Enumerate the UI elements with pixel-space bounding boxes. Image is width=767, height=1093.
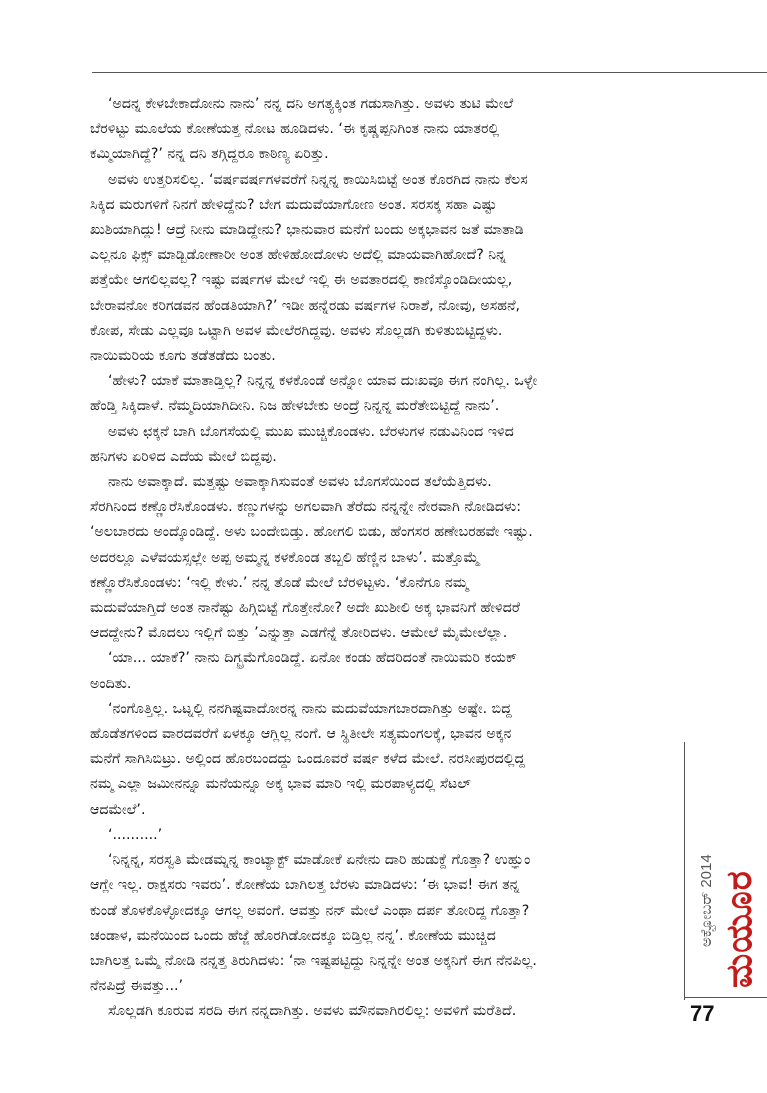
magazine-logo: ಮಯೂರ bbox=[719, 870, 760, 988]
page-number-divider bbox=[684, 997, 767, 998]
issue-date: ಅಕ್ಟೋಬರ್ 2014 bbox=[698, 854, 715, 947]
top-divider bbox=[92, 72, 767, 73]
paragraph bbox=[90, 999, 680, 1024]
paragraph bbox=[90, 470, 680, 646]
text-line: ಖುಶಿಯಾಗಿದ್ಲು! ಆದ್ರೆ ನೀನು ಮಾಡಿದ್ದೇನು? ಭಾನುವಾರ ಮನೆಗೆ ಬಂದು ಅಕ್ಕಭಾವನ ಜತೆ ಮಾತಾಡಿ bbox=[90, 222, 524, 239]
text-line: ಅಂದಿತು. bbox=[90, 675, 132, 692]
text-line: ಕಮ್ಮಿಯಾಗಿದ್ದೆ?’ ನನ್ನ ದನಿ ತಗ್ಗಿದ್ದರೂ ಕಾಠಿಣ್ಯ ಏರಿತ್ತು. bbox=[90, 146, 329, 163]
paragraph bbox=[90, 369, 680, 419]
text-line: ಬಾಗಿಲತ್ತ ಒಮ್ಮೆ ನೋಡಿ ನನ್ನತ್ತ ತಿರುಗಿದಳು: ‘ನಾ ಇಷ್ಟಪಟ್ಟಿದ್ದು ನಿನ್ನನ್ನೇ ಅಂತ ಅಕ್ಕನಿಗೆ ಈಗ ನೆನಪಿಲ್ಲ. bbox=[90, 952, 537, 969]
text-line: ‘ಅದನ್ನ ಕೇಳಬೇಕಾದೋನು ನಾನು’ ನನ್ನ ದನಿ ಅಗತ್ಯಕ್ಕಿಂತ ಗಡುಸಾಗಿತ್ತು. ಅವಳು ತುಟಿ ಮೇಲೆ bbox=[108, 96, 514, 112]
text-line: ಬೇರಾವನೋ ಕರಿಗಡವನ ಹೆಂಡತಿಯಾಗಿ?’ ಇಡೀ ಹನ್ನೆರಡು ವರ್ಷಗಳ ನಿರಾಶೆ, ನೋವು, ಅಸಹನೆ, bbox=[90, 297, 521, 314]
text-line: ಸಿಕ್ಕಿದ ಮರುಗಳಿಗೆ ನಿನಗೆ ಹೇಳಿದ್ದೆನು? ಬೇಗ ಮದುವೆಯಾಗೋಣ ಅಂತ. ಸರಸಕ್ಕ ಸಹಾ ಎಷ್ಟು bbox=[90, 196, 497, 213]
text-line: ಬೆರಳಿಟ್ಟು ಮೂಲೆಯ ಕೋಣೆಯತ್ತ ನೋಟ ಹೂಡಿದಳು. ‘ಈ ಕೃಷ್ಣಪ್ಪನಿಗಿಂತ ನಾನು ಯಾತರಲ್ಲಿ bbox=[90, 121, 500, 138]
text-line: ಆದಮೇಲೆ’. bbox=[90, 801, 146, 818]
text-line: ನಾನು ಅವಾಕ್ಕಾದೆ. ಮತ್ತಷ್ಟು ಅವಾಕ್ಕಾಗಿಸುವಂತೆ ಅವಳು ಬೊಗಸೆಯಿಂದ ತಲೆಯೆತ್ತಿದಳು. bbox=[108, 474, 492, 491]
paragraph bbox=[90, 848, 680, 999]
text-line: ಆದದ್ದೇನು? ಮೊದಲು ಇಲ್ಲಿಗೆ ಬಿತ್ತು ’ಎನ್ನುತ್ತಾ ಎಡಗೆನ್ನೆ ತೋರಿದಳು. ಆಮೇಲೆ ಮೈಮೇಲೆಲ್ಲಾ. bbox=[90, 625, 508, 642]
paragraph bbox=[90, 646, 680, 696]
page-number: 77 bbox=[690, 1001, 715, 1026]
text-line: ‘ನಿನ್ನನ್ನ, ಸರಸ್ವತಿ ಮೇಡಮ್ನನ್ನ ಕಾಂಟ್ಯಾಕ್ಟ್ ಮಾಡೋಕೆ ಏನೇನು ದಾರಿ ಹುಡುಕ್ದೆ ಗೊತ್ತಾ? ಉಹ್ಞುಂ bbox=[108, 852, 531, 869]
text-line: ಸೆರಗಿನಿಂದ ಕಣ್ಣೊರೆಸಿಕೊಂಡಳು. ಕಣ್ಣುಗಳನ್ನು ಅಗಲವಾಗಿ ತೆರೆದು ನನ್ನನ್ನೇ ನೇರವಾಗಿ ನೋಡಿದಳು: bbox=[90, 499, 522, 516]
text-line: ಕುಂಡೆ ತೊಳಕೊಳ್ಳೋದಕ್ಕೂ ಆಗಲ್ಲ ಅವಂಗೆ. ಆವತ್ತು ನನ್ ಮೇಲೆ ಎಂಥಾ ದರ್ಪ ತೋರಿದ್ದ ಗೊತ್ತಾ? bbox=[90, 902, 530, 919]
text-line: ಹೆಂಡ್ತಿ ಸಿಕ್ಕಿದಾಳೆ. ನೆಮ್ಮದಿಯಾಗಿದೀನಿ. ನಿಜ ಹೇಳಬೇಕು ಅಂದ್ರೆ ನಿನ್ನನ್ನ ಮರೆತೇಬಿಟ್ಟಿದ್ದೆ ನಾನು’. bbox=[90, 398, 500, 415]
text-line: ಕಣ್ಣೊರೆಸಿಕೊಂಡಳು: ‘ಇಲ್ಲಿ ಕೇಳು.’ ನನ್ನ ತೊಡೆ ಮೇಲೆ ಬೆರಳಿಟ್ಟಳು. ‘ಕೊನೆಗೂ ನಮ್ಮ bbox=[90, 574, 469, 591]
paragraph bbox=[90, 420, 680, 470]
text-line: ಹನಿಗಳು ಏರಿಳಿದ ಎದೆಯ ಮೇಲೆ ಬಿದ್ದವು. bbox=[90, 448, 277, 465]
magazine-sidebar bbox=[684, 742, 767, 1000]
text-line: ‘..........’ bbox=[108, 826, 163, 843]
text-line: ‘ಅಲಬಾರದು ಅಂದ್ಕೊಂಡಿದ್ದೆ. ಅಳು ಬಂದೇಬಿಡ್ತು. ಹೋಗಲಿ ಬಿಡು, ಹೆಂಗಸರ ಹಣೇಬರಹವೇ ಇಷ್ಟು. bbox=[90, 524, 533, 541]
text-line: ಮನೆಗೆ ಸಾಗಿಸಿಬಿಟ್ರು. ಅಲ್ಲಿಂದ ಹೊರಬಂದದ್ದು ಒಂದೂವರೆ ವರ್ಷ ಕಳೆದ ಮೇಲೆ. ನರಸೀಪುರದಲ್ಲಿದ್ದ bbox=[90, 751, 526, 768]
paragraph bbox=[90, 823, 680, 848]
text-line: ನಾಯಿಮರಿಯ ಕೂಗು ತಡೆತಡೆದು ಬಂತು. bbox=[90, 348, 276, 365]
text-line: ಅದರಲ್ಲೂ ಎಳೆವಯಸ್ಸಲ್ಲೇ ಅಪ್ಪ ಅಮ್ಮನ್ನ ಕಳಕೊಂಡ ತಬ್ಬಲಿ ಹೆಣ್ಣಿನ ಬಾಳು’. ಮತ್ತೊಮ್ಮೆ bbox=[90, 549, 480, 566]
text-line: ಪತ್ತೆಯೇ ಆಗಲಿಲ್ಲವಲ್ಲ? ಇಷ್ಟು ವರ್ಷಗಳ ಮೇಲೆ ಇಲ್ಲಿ ಈ ಅವತಾರದಲ್ಲಿ ಕಾಣಿಸ್ಕೊಂಡಿದೀಯಲ್ಲ, bbox=[90, 272, 513, 289]
text-line: ಹೊಡೆತಗಳಿಂದ ವಾರದವರೆಗೆ ಏಳಕ್ಕೂ ಆಗ್ಲಿಲ್ಲ ನಂಗೆ. ಆ ಸ್ಥಿತೀಲೇ ಸತ್ಯಮಂಗಲಕ್ಕೆ, ಭಾವನ ಅಕ್ಕನ bbox=[90, 726, 512, 743]
text-line: ಸೊಲ್ಲಡಗಿ ಕೂರುವ ಸರದಿ ಈಗ ನನ್ನದಾಗಿತ್ತು. ಅವಳು ಮೌನವಾಗಿರಲಿಲ್ಲ: ಅವಳಿಗೆ ಮರೆತಿದೆ. bbox=[108, 1003, 517, 1020]
paragraph bbox=[90, 168, 680, 370]
text-line: ನೆನಪಿದ್ರೆ ಈವತ್ತು...’ bbox=[90, 978, 184, 995]
text-line: ‘ಹೇಳು? ಯಾಕೆ ಮಾತಾಡ್ತಿಲ್ಲ? ನಿನ್ನನ್ನ ಕಳಕೊಂಡೆ ಅನ್ನೋ ಯಾವ ದುಃಖವೂ ಈಗ ನಂಗಿಲ್ಲ. ಒಳ್ಳೇ bbox=[108, 373, 538, 390]
text-line: ಕೋಪ, ಸೇಡು ಎಲ್ಲವೂ ಒಟ್ಟಾಗಿ ಅವಳ ಮೇಲೆರಗಿದ್ದವು. ಅವಳು ಸೊಲ್ಲಡಗಿ ಕುಳಿತುಬಿಟ್ಟಿದ್ದಳು. bbox=[90, 322, 503, 339]
text-line: ‘ಯಾ... ಯಾಕೆ?’ ನಾನು ದಿಗ್ಭ್ರಮೆಗೊಂಡಿದ್ದೆ. ಏನೋ ಕಂಡು ಹೆದರಿದಂತೆ ನಾಯಿಮರಿ ಕಯಕ್ bbox=[108, 650, 518, 667]
text-line: ಆಗ್ಲೇ ಇಲ್ಲ. ರಾಕ್ಷಸರು ಇವರು’. ಕೋಣೆಯ ಬಾಗಿಲತ್ತ ಬೆರಳು ಮಾಡಿದಳು: ‘ಈ ಭಾವ! ಈಗ ತನ್ನ bbox=[90, 877, 520, 894]
article-body bbox=[90, 92, 680, 1025]
text-line: ಅವಳು ಉತ್ತರಿಸಲಿಲ್ಲ. ‘ವರ್ಷವರ್ಷಗಳವರೆಗೆ ನಿನ್ನನ್ನ ಕಾಯಿಸಿಬಿಟ್ಟೆ ಅಂತ ಕೊರಗಿದ ನಾನು ಕೆಲಸ bbox=[108, 171, 528, 188]
text-line: ‘ನಂಗೊತ್ತಿಲ್ಲ. ಒಟ್ನಲ್ಲಿ ನನಗಿಷ್ಟವಾದೋರನ್ನ ನಾನು ಮದುವೆಯಾಗಬಾರದಾಗಿತ್ತು ಅಷ್ಟೇ. ಬಿದ್ದ bbox=[108, 700, 512, 717]
sidebar-divider bbox=[684, 742, 685, 1000]
text-line: ಚಂಡಾಳ, ಮನೆಯಿಂದ ಒಂದು ಹೆಜ್ಜೆ ಹೊರಗಿಡೋದಕ್ಕೂ ಬಿಡ್ತಿಲ್ಲ ನನ್ನ’. ಕೋಣೆಯ ಮುಚ್ಚಿದ bbox=[90, 927, 496, 944]
text-line: ನಮ್ಮ ಎಲ್ಲಾ ಜಮೀನನ್ನೂ ಮನೆಯನ್ನೂ ಅಕ್ಕ ಭಾವ ಮಾರಿ ಇಲ್ಲಿ ಮರಪಾಳ್ಯದಲ್ಲಿ ಸೆಟಲ್ bbox=[90, 776, 472, 793]
text-line: ಮದುವೆಯಾಗ್ತಿದೆ ಅಂತ ನಾನೆಷ್ಟು ಹಿಗ್ಗಿಬಿಟ್ಟೆ ಗೊತ್ತೇನೋ? ಅದೇ ಖುಶೀಲಿ ಅಕ್ಕ ಭಾವನಿಗೆ ಹೇಳಿದರೆ bbox=[90, 600, 520, 617]
paragraph bbox=[90, 92, 680, 168]
paragraph bbox=[90, 697, 680, 823]
text-line: ಅವಳು ಛಕ್ಕನೆ ಬಾಗಿ ಬೊಗಸೆಯಲ್ಲಿ ಮುಖ ಮುಚ್ಚಿಕೊಂಡಳು. ಬೆರಳುಗಳ ನಡುವಿನಿಂದ ಇಳಿದ bbox=[108, 423, 514, 440]
text-line: ಎಲ್ಲನೂ ಫಿಕ್ಸ್ ಮಾಡ್ಬಿಡೋಣಾರೀ ಅಂತ ಹೇಳಿಹೋದೋಳು ಅದೆಲ್ಲಿ ಮಾಯವಾಗಿಹೋದೆ? ನಿನ್ನ bbox=[90, 247, 506, 264]
